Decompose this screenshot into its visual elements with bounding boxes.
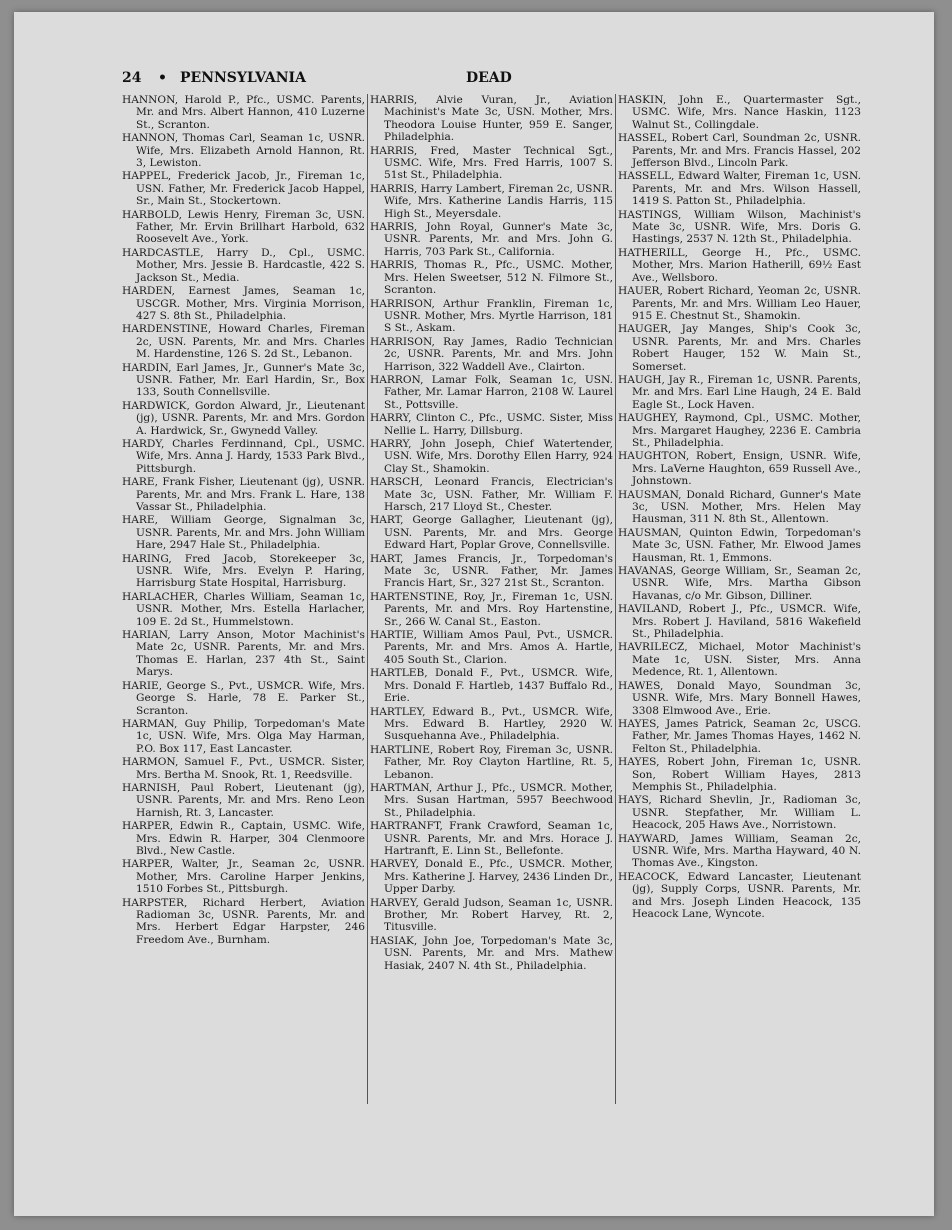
casualty-entry: HARTRANFT, Frank Crawford, Seaman 1c, USNR. Parents, Mr. and Mrs. Horace J. Hartranft, E. Linn St., Bellefonte. <box>370 820 613 857</box>
casualty-entry: HARNISH, Paul Robert, Lieutenant (jg), USNR. Parents, Mr. and Mrs. Reno Leon Harnish, Rt. 3, Lancaster. <box>122 781 365 819</box>
column-2 <box>370 94 613 1104</box>
casualty-entry: HARSCH, Leonard Francis, Electrician's Mate 3c, USN. Father, Mr. William F. Harsch, 217 Lloyd St., Chester. <box>370 476 613 513</box>
column-divider <box>615 94 616 1104</box>
casualty-entry: HARBOLD, Lewis Henry, Fireman 3c, USN. Father, Mr. Ervin Brillhart Harbold, 632 Roosevelt Ave., York. <box>122 208 365 246</box>
casualty-entry: HASIAK, John Joe, Torpedoman's Mate 3c, USN. Parents, Mr. and Mrs. Mathew Hasiak, 2407 N. 4th St., Philadelphia. <box>370 934 613 972</box>
casualty-entry: HARTMAN, Arthur J., Pfc., USMCR. Mother, Mrs. Susan Hartman, 5957 Beechwood St., Philadelphia. <box>370 781 613 819</box>
casualty-entry: HARE, Frank Fisher, Lieutenant (jg), USNR. Parents, Mr. and Mrs. Frank L. Hare, 138 Vassar St., Philadelphia. <box>122 476 365 513</box>
casualty-entry: HASSEL, Robert Carl, Soundman 2c, USNR. Parents, Mr. and Mrs. Francis Hassel, 202 Jefferson Blvd., Lincoln Park. <box>618 132 861 170</box>
page-number: 24 <box>122 70 142 86</box>
casualty-entry: HARING, Fred Jacob, Storekeeper 3c, USNR. Wife, Mrs. Evelyn P. Haring, Harrisburg State Hospital, Harrisburg. <box>122 552 365 590</box>
casualty-entry: HASTINGS, William Wilson, Machinist's Mate 3c, USNR. Wife, Mrs. Doris G. Hastings, 2537 N. 12th St., Philadelphia. <box>618 208 861 246</box>
casualty-entry: HAYES, Robert John, Fireman 1c, USNR. Son, Robert William Hayes, 2813 Memphis St., Philadelphia. <box>618 756 861 793</box>
casualty-entry: HAYWARD, James William, Seaman 2c, USNR. Wife, Mrs. Martha Hayward, 40 N. Thomas Ave., Kingston. <box>618 832 861 870</box>
casualty-entry: HAUGHTON, Robert, Ensign, USNR. Wife, Mrs. LaVerne Haughton, 659 Russell Ave., Johnstown. <box>618 450 861 488</box>
document-page <box>14 12 934 1216</box>
casualty-entry: HAUGER, Jay Manges, Ship's Cook 3c, USNR. Parents, Mr. and Mrs. Charles Robert Hauger, 152 W. Main St., Somerset. <box>618 323 861 373</box>
casualty-entry: HAPPEL, Frederick Jacob, Jr., Fireman 1c, USN. Father, Mr. Frederick Jacob Happel, Sr., Main St., Stockertown. <box>122 170 365 208</box>
column-3 <box>618 94 861 1104</box>
page-header <box>122 70 870 92</box>
casualty-entry: HARMAN, Guy Philip, Torpedoman's Mate 1c, USN. Wife, Mrs. Olga May Harman, P.O. Box 117, East Lancaster. <box>122 717 365 755</box>
casualty-entry: HEACOCK, Edward Lancaster, Lieutenant (jg), Supply Corps, USNR. Parents, Mr. and Mrs. Joseph Linden Heacock, 135 Heacock Lane, Wyncote. <box>618 870 861 920</box>
header-bullet: • <box>158 70 167 86</box>
casualty-entry: HAWES, Donald Mayo, Soundman 3c, USNR. Wife, Mrs. Mary Bonnell Hawes, 3308 Elmwood Ave., Erie. <box>618 679 861 717</box>
casualty-entry: HARTLEB, Donald F., Pvt., USMCR. Wife, Mrs. Donald F. Hartleb, 1437 Buffalo Rd., Erie. <box>370 667 613 705</box>
casualty-entry: HARPER, Edwin R., Captain, USMC. Wife, Mrs. Edwin R. Harper, 304 Clenmoore Blvd., New Castle. <box>122 820 365 857</box>
casualty-entry: HAUGH, Jay R., Fireman 1c, USNR. Parents, Mr. and Mrs. Earl Line Haugh, 24 E. Bald Eagle St., Lock Haven. <box>618 373 861 411</box>
casualty-entry: HAYS, Richard Shevlin, Jr., Radioman 3c, USNR. Stepfather, Mr. William L. Heacock, 205 Haws Ave., Norristown. <box>618 794 861 832</box>
casualty-entry: HARTIE, William Amos Paul, Pvt., USMCR. Parents, Mr. and Mrs. Amos A. Hartle, 405 South St., Clarion. <box>370 629 613 666</box>
casualty-entry: HARRY, Clinton C., Pfc., USMC. Sister, Miss Nellie L. Harry, Dillsburg. <box>370 412 613 437</box>
casualty-entry: HART, George Gallagher, Lieutenant (jg), USN. Parents, Mr. and Mrs. George Edward Hart, Poplar Grove, Connellsville. <box>370 514 613 552</box>
casualty-entry: HARRIS, Harry Lambert, Fireman 2c, USNR. Wife, Mrs. Katherine Landis Harris, 115 High St., Meyersdale. <box>370 182 613 220</box>
state-title: PENNSYLVANIA <box>180 70 306 86</box>
casualty-entry: HARDEN, Earnest James, Seaman 1c, USCGR. Mother, Mrs. Virginia Morrison, 427 S. 8th St., Philadelphia. <box>122 285 365 322</box>
casualty-entry: HAVILAND, Robert J., Pfc., USMCR. Wife, Mrs. Robert J. Haviland, 5816 Wakefield St., Philadelphia. <box>618 603 861 641</box>
casualty-entry: HARRISON, Ray James, Radio Technician 2c, USNR. Parents, Mr. and Mrs. John Harrison, 322 Waddell Ave., Clairton. <box>370 335 613 373</box>
casualty-entry: HARRIS, Alvie Vuran, Jr., Aviation Machinist's Mate 3c, USN. Mother, Mrs. Theodora Louise Hunter, 959 E. Sanger, Philadelphia. <box>370 94 613 144</box>
casualty-entry: HARTLEY, Edward B., Pvt., USMCR. Wife, Mrs. Edward B. Hartley, 2920 W. Susquehanna Ave., Philadelphia. <box>370 705 613 743</box>
casualty-entry: HARRIS, John Royal, Gunner's Mate 3c, USNR. Parents, Mr. and Mrs. John G. Harris, 703 Park St., California. <box>370 221 613 258</box>
casualty-entry: HARLACHER, Charles William, Seaman 1c, USNR. Mother, Mrs. Estella Harlacher, 109 E. 2d St., Hummelstown. <box>122 590 365 628</box>
casualty-entry: HAYES, James Patrick, Seaman 2c, USCG. Father, Mr. James Thomas Hayes, 1462 N. Felton St., Philadelphia. <box>618 717 861 755</box>
casualty-entry: HARPER, Walter, Jr., Seaman 2c, USNR. Mother, Mrs. Caroline Harper Jenkins, 1510 Forbes St., Pittsburgh. <box>122 858 365 896</box>
casualty-entry: HARDENSTINE, Howard Charles, Fireman 2c, USN. Parents, Mr. and Mrs. Charles M. Hardenstine, 126 S. 2d St., Lebanon. <box>122 323 365 361</box>
column-1 <box>122 94 365 1104</box>
casualty-entry: HARTLINE, Robert Roy, Fireman 3c, USNR. Father, Mr. Roy Clayton Hartline, Rt. 5, Lebanon. <box>370 743 613 781</box>
casualty-entry: HAVRILECZ, Michael, Motor Machinist's Mate 1c, USN. Sister, Mrs. Anna Medence, Rt. 1, Allentown. <box>618 641 861 679</box>
casualty-entry: HAUGHEY, Raymond, Cpl., USMC. Mother, Mrs. Margaret Haughey, 2236 E. Cambria St., Philadelphia. <box>618 412 861 449</box>
casualty-entry: HARRISON, Arthur Franklin, Fireman 1c, USNR. Mother, Mrs. Myrtle Harrison, 181 S St., Askam. <box>370 297 613 335</box>
casualty-entry: HARPSTER, Richard Herbert, Aviation Radioman 3c, USNR. Parents, Mr. and Mrs. Herbert Edgar Harpster, 246 Freedom Ave., Burnham. <box>122 896 365 946</box>
casualty-entry: HAVANAS, George William, Sr., Seaman 2c, USNR. Wife, Mrs. Martha Gibson Havanas, c/o Mr. Gibson, Dilliner. <box>618 565 861 602</box>
casualty-entry: HARIAN, Larry Anson, Motor Machinist's Mate 2c, USNR. Parents, Mr. and Mrs. Thomas E. Harlan, 237 4th St., Saint Marys. <box>122 629 365 679</box>
casualty-entry: HASSELL, Edward Walter, Fireman 1c, USN. Parents, Mr. and Mrs. Wilson Hassell, 1419 S. Patton St., Philadelphia. <box>618 170 861 208</box>
casualty-entry: HARRY, John Joseph, Chief Watertender, USN. Wife, Mrs. Dorothy Ellen Harry, 924 Clay St., Shamokin. <box>370 437 613 475</box>
casualty-entry: HARRIS, Fred, Master Technical Sgt., USMC. Wife, Mrs. Fred Harris, 1007 S. 51st St., Philadelphia. <box>370 144 613 182</box>
casualty-entry: HARE, William George, Signalman 3c, USNR. Parents, Mr. and Mrs. John William Hare, 2947 Hale St., Philadelphia. <box>122 514 365 552</box>
column-divider <box>367 94 368 1104</box>
casualty-entry: HARDIN, Earl James, Jr., Gunner's Mate 3c, USNR. Father, Mr. Earl Hardin, Sr., Box 133, South Connellsville. <box>122 361 365 399</box>
section-title: DEAD <box>466 70 512 86</box>
casualty-entry: HARRON, Lamar Folk, Seaman 1c, USN. Father, Mr. Lamar Harron, 2108 W. Laurel St., Pottsville. <box>370 373 613 411</box>
casualty-entry: HARTENSTINE, Roy, Jr., Fireman 1c, USN. Parents, Mr. and Mrs. Roy Hartenstine, Sr., 266 W. Canal St., Easton. <box>370 590 613 628</box>
casualty-entry: HASKIN, John E., Quartermaster Sgt., USMC. Wife, Mrs. Nance Haskin, 1123 Walnut St., Collingdale. <box>618 94 861 131</box>
casualty-entry: HARDCASTLE, Harry D., Cpl., USMC. Mother, Mrs. Jessie B. Hardcastle, 422 S. Jackson St., Media. <box>122 246 365 284</box>
casualty-entry: HARVEY, Donald E., Pfc., USMCR. Mother, Mrs. Katherine J. Harvey, 2436 Linden Dr., Upper Darby. <box>370 858 613 896</box>
casualty-entry: HARIE, George S., Pvt., USMCR. Wife, Mrs. George S. Harle, 78 E. Parker St., Scranton. <box>122 679 365 717</box>
casualty-entry: HARMON, Samuel F., Pvt., USMCR. Sister, Mrs. Bertha M. Snook, Rt. 1, Reedsville. <box>122 756 365 781</box>
casualty-entry: HARDY, Charles Ferdinnand, Cpl., USMC. Wife, Mrs. Anna J. Hardy, 1533 Park Blvd., Pittsburgh. <box>122 437 365 475</box>
casualty-entry: HATHERILL, George H., Pfc., USMC. Mother, Mrs. Marion Hatherill, 69½ East Ave., Wellsboro. <box>618 246 861 284</box>
casualty-entry: HARVEY, Gerald Judson, Seaman 1c, USNR. Brother, Mr. Robert Harvey, Rt. 2, Titusville. <box>370 896 613 934</box>
casualty-entry: HAUER, Robert Richard, Yeoman 2c, USNR. Parents, Mr. and Mrs. William Leo Hauer, 915 E. Chestnut St., Shamokin. <box>618 285 861 322</box>
casualty-entry: HANNON, Harold P., Pfc., USMC. Parents, Mr. and Mrs. Albert Hannon, 410 Luzerne St., Scranton. <box>122 94 365 131</box>
casualty-entry: HAUSMAN, Donald Richard, Gunner's Mate 3c, USN. Mother, Mrs. Helen May Hausman, 311 N. 8th St., Allentown. <box>618 488 861 526</box>
casualty-entry: HANNON, Thomas Carl, Seaman 1c, USNR. Wife, Mrs. Elizabeth Arnold Hannon, Rt. 3, Lewiston. <box>122 132 365 170</box>
casualty-entry: HART, James Francis, Jr., Torpedoman's Mate 3c, USNR. Father, Mr. James Francis Hart, Sr., 327 21st St., Scranton. <box>370 552 613 590</box>
casualty-entry: HARDWICK, Gordon Alward, Jr., Lieutenant (jg), USNR. Parents, Mr. and Mrs. Gordon A. Hardwick, Sr., Gwynedd Valley. <box>122 399 365 437</box>
casualty-entry: HAUSMAN, Quinton Edwin, Torpedoman's Mate 3c, USN. Father, Mr. Elwood James Hausman, Rt. 1, Emmons. <box>618 526 861 564</box>
casualty-entry: HARRIS, Thomas R., Pfc., USMC. Mother, Mrs. Helen Sweetser, 512 N. Filmore St., Scranton. <box>370 259 613 297</box>
